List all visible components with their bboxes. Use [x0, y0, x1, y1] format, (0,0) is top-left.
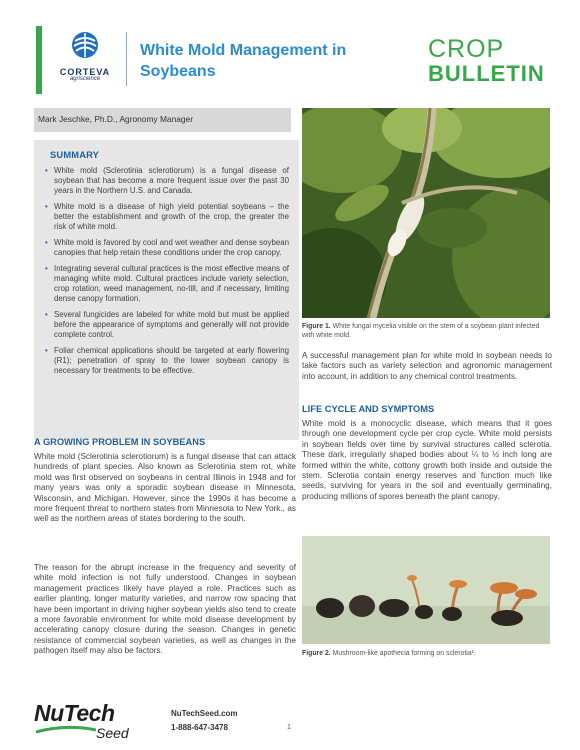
document-title: White Mold Management in Soybeans [140, 42, 347, 80]
summary-box [34, 140, 299, 440]
logo-wordmark: CORTEVA [59, 67, 111, 77]
header-divider [126, 32, 127, 86]
nutech-swoosh-icon [36, 724, 96, 736]
page-number: 1 [287, 724, 291, 731]
crop-label: CROP [428, 35, 505, 63]
author-bar [34, 108, 291, 132]
figure-2-photo [302, 536, 550, 644]
footer-website-link[interactable]: NuTechSeed.com [171, 709, 238, 718]
figure-2-label: Figure 2. [302, 650, 331, 657]
management-paragraph: A successful management plan for white mold in soybean needs to take factors such as variety selection and agronomic management into account, in addition to any chemical control treatments. [302, 351, 552, 381]
growing-paragraph-1: White mold (Sclerotinia sclerotiorum) is a fungal disease that can attack hundreds of plant species. Also known as Sclerotinia stem rot, white mold was first observed on soybeans in central Illinois in 1948 and for many years was only a sporadic soybean disease in Minnesota, Wisconsin, and Michigan. However, since the 1990s it has become a more frequent threat to northern states from Minnesota to New York., as well as the northern areas of states bordering to the south. [34, 452, 296, 524]
figure-1-label: Figure 1. [302, 323, 331, 330]
footer-phone: 1-888-647-3478 [171, 723, 228, 732]
figure-1-caption [302, 322, 552, 340]
growing-problem-heading: A GROWING PROBLEM IN SOYBEANS [34, 437, 206, 447]
summary-bullet: • White mold (Sclerotinia sclerotiorum) is a fungal disease of soybean that has become a more frequent issue over the past 30 years in the Northern U.S. and Canada. [44, 166, 289, 196]
figure-1-photo [302, 108, 550, 318]
figure-2-caption-text: Mushroom-like apothecia forming on sclerotia¹. [330, 650, 476, 657]
summary-bullet: • White mold is a disease of high yield potential soybeans – the better the establishment and growth of the crop, the greater the risk of white mold. [44, 202, 289, 232]
apothecia-photo [302, 536, 550, 644]
corteva-logo-icon [70, 30, 100, 60]
page-header [0, 0, 580, 100]
summary-bullet: • Integrating several cultural practices is the most effective means of managing white mold. Cultural practices include variety selection, crop rotation, weed management, no-till, and if necessary, limiting dense canopy formation. [44, 264, 289, 304]
summary-bullet: • White mold is favored by cool and wet weather and dense soybean canopies that help retain these conditions under the crop canopy. [44, 238, 289, 258]
figure-1-caption-text: White fungal mycelia visible on the stem of a soybean plant infected with white mold. [302, 323, 540, 339]
summary-bullet: • Foliar chemical applications should be targeted at early flowering (R1); penetration of spray to the lower soybean canopy is necessary for treatments to be effective. [44, 346, 289, 376]
soybean-stem-photo [302, 108, 550, 318]
growing-paragraph-2: The reason for the abrupt increase in the frequency and severity of white mold infection is not fully understood. Changes in soybean management practices likely have played a role. Practices such as earlier planting, longer maturity varieties, and narrow row spacing that have been important in driving higher soybean yields also tend to create a more favorable environment for white mold disease development by accelerating canopy closure during the season. Changes in genetic resistance of commercial soybean varieties, as well as changes in the pathogen itself may also be factors. [34, 563, 296, 656]
logo-subtitle: agriscience [69, 76, 101, 82]
life-cycle-paragraph: White mold is a monocyclic disease, which means that it goes through one development cycle per crop cycle. White mold persists in soybean fields over time by survival structures called sclerotia. These dark, irregularly shaped bodies about ¼ to ½ inch long are formed within the white, cottony growth both inside and outside the stem. Sclerotia contain energy reserves and function much like seeds, surviving for years in the soil and eventually germinating, producing millions of spores beneath the plant canopy. [302, 419, 552, 501]
figure-2-caption [302, 649, 552, 658]
summary-heading: SUMMARY [50, 150, 100, 160]
bulletin-label: BULLETIN [428, 61, 545, 86]
header-accent-bar [36, 26, 42, 94]
author-name: Mark Jeschke, Ph.D., Agronomy Manager [38, 114, 194, 124]
life-cycle-heading: LIFE CYCLE AND SYMPTOMS [302, 404, 435, 414]
nutech-wordmark: NuTech [34, 700, 115, 726]
nutech-seed-logo [34, 700, 164, 744]
corteva-logo [50, 30, 120, 90]
seed-wordmark: Seed [96, 725, 129, 741]
summary-bullet: • Several fungicides are labeled for white mold but must be applied before the appearance of symptoms and generally will not provide complete control. [44, 310, 289, 340]
